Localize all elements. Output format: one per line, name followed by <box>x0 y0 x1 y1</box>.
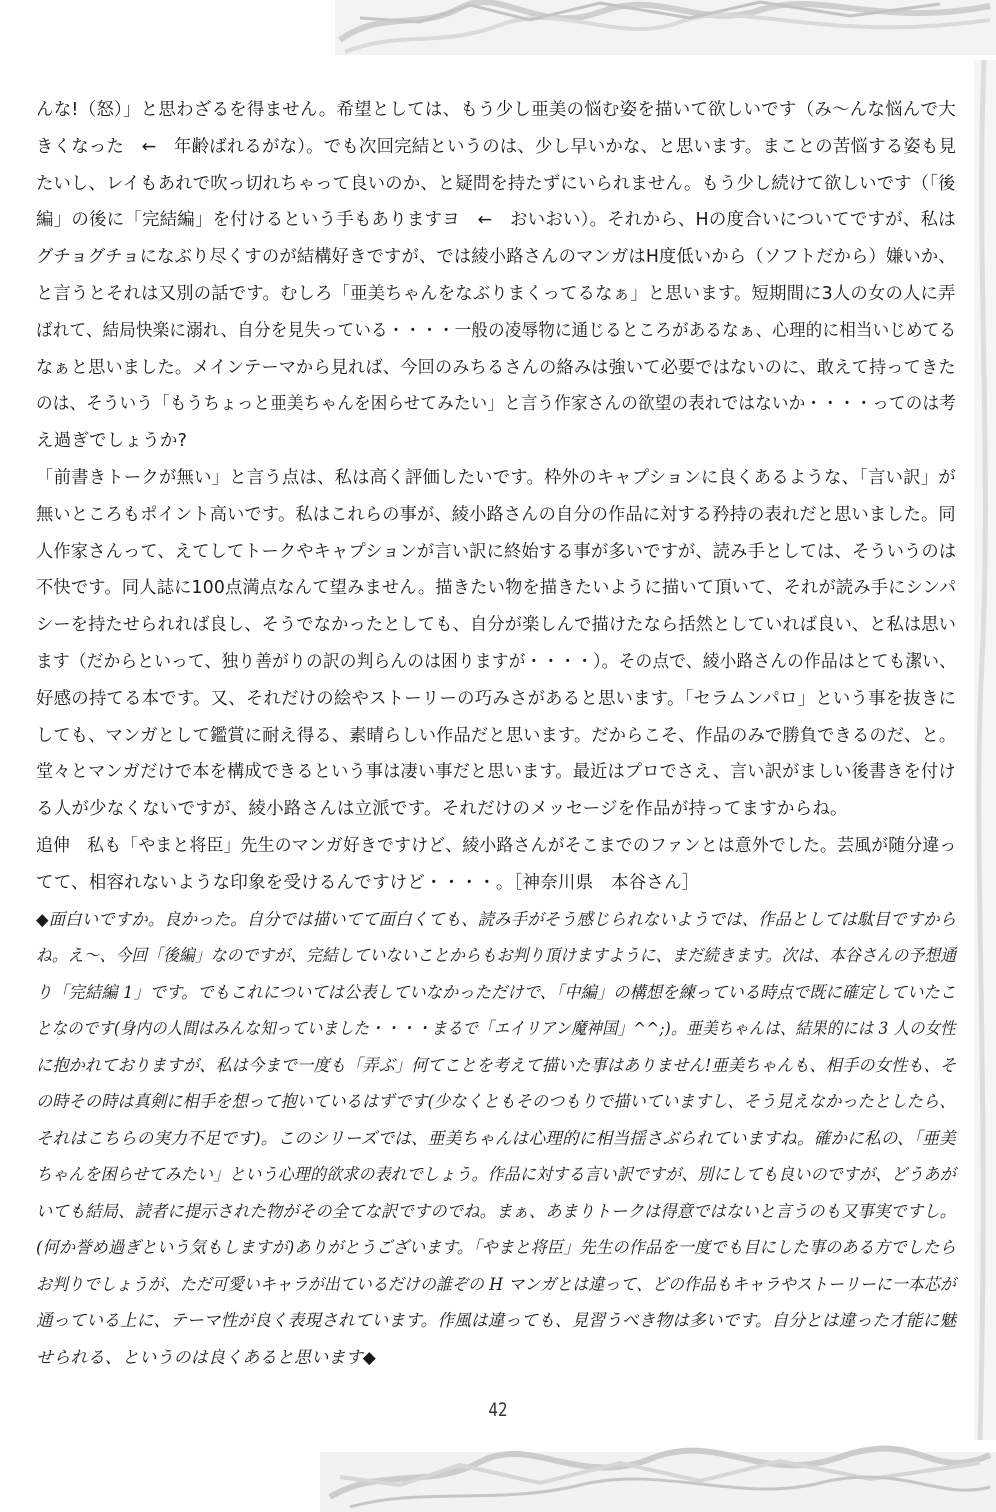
text-line: 好感の持てる本です。又、それだけの絵やストーリーの巧みさがあると思います。「セラムンパロ」という事を抜きに <box>36 688 957 709</box>
author-reply <box>36 902 956 1377</box>
text-line: しても、マンガとして鑑賞に耐え得る、素晴らしい作品だと思います。だからこそ、作品のみで勝負できるのだ、と。 <box>36 725 957 746</box>
scanned-border-bottom <box>0 1427 996 1512</box>
reply-line: ◆面白いですか。良かった。自分では描いてて面白くても、読み手がそう感じられないようでは、作品としては駄目ですから <box>36 909 957 930</box>
letter-paragraph-2 <box>36 460 956 828</box>
text-line: てて、相容れないような印象を受けるんですけど・・・・。［神奈川県 本谷さん］ <box>36 872 700 893</box>
reply-line: り「完結編 1」です。でもこれについては公表していなかっただけで、「中編」の構想を練っている時点で既に確定していたこ <box>36 982 957 1003</box>
reply-line: となのです(身内の人間はみんな知っていました・・・・まるで「エイリアン魔神国」^^;)。亜美ちゃんは、結果的には 3 人の女性 <box>36 1019 956 1040</box>
text-line: ばれて、結局快楽に溺れ、自分を見失っている・・・・一般の凌辱物に通じるところがあるなぁ、心理的に相当いじめてる <box>36 320 957 341</box>
reply-line: お判りでしょうが、ただ可愛いキャラが出ているだけの誰ぞの H マンガとは違って、どの作品もキャラやストーリーに一本芯が <box>36 1274 957 1295</box>
text-line: ます（だからといって、独り善がりの訳の判らんのは困りますが・・・・）。その点で、綾小路さんの作品はとても潔い、 <box>36 651 957 672</box>
text-line: 人作家さんって、えてしてトークやキャプションが言い訳に終始する事が多いですが、読み手としては、そういうのは <box>36 541 957 562</box>
text-line: なぁと思いました。メインテーマから見れば、今回のみちるさんの絡みは強いて必要ではないのに、敢えて持ってきた <box>36 357 956 378</box>
text-line: る人が少なくないですが、綾小路さんは立派です。それだけのメッセージを作品が持ってますからね。 <box>36 799 848 820</box>
text-line: グチョグチョになぶり尽くすのが結構好きですが、では綾小路さんのマンガはH度低いから（ソフトだから）嫌いか、 <box>36 247 956 268</box>
text-line: と言うとそれは又別の話です。むしろ「亜美ちゃんをなぶりまくってるなぁ」と思います。短期間に3人の女の人に弄 <box>36 283 956 304</box>
text-line: 不快です。同人誌に100点満点なんて望みません。描きたい物を描きたいように描いて頂いて、それが読み手にシンパ <box>36 578 957 599</box>
reply-line: に抱かれておりますが、私は今まで一度も「弄ぶ」何てことを考えて描いた事はありません!亜美ちゃんも、相手の女性も、そ <box>36 1055 957 1076</box>
text-line: のは、そういう「もうちょっと亜美ちゃんを困らせてみたい」と言う作家さんの欲望の表れではないか・・・・ってのは考 <box>36 394 956 415</box>
text-line: きくなった ← 年齢ばれるがな）。でも次回完結というのは、少し早いかな、と思います。まことの苦悩する姿も見 <box>36 136 957 157</box>
text-line: 編」の後に「完結編」を付けるという手もありますヨ ← おいおい）。それから、Hの度合いについてですが、私は <box>36 210 956 231</box>
text-line: んな!（怒）」と思わざるを得ません。希望としては、もう少し亜美の悩む姿を描いて欲しいです（み～んな悩んで大 <box>36 100 956 120</box>
text-line: シーを持たせられれば良し、そうでなかったとしても、自分が楽しんで描けたなら括然としていれば良い、と私は思い <box>36 615 957 636</box>
page-number: 42 <box>488 1399 508 1421</box>
text-line: え過ぎでしょうか? <box>36 431 188 452</box>
text-line: 堂々とマンガだけで本を構成できるという事は凄い事だと思います。最近はプロでさえ、言い訳がましい後書きを付け <box>36 762 956 783</box>
reply-line: それはこちらの実力不足です)。このシリーズでは、亜美ちゃんは心理的に相当揺さぶられていますね。確かに私の、「亜美 <box>36 1128 956 1149</box>
reply-line: (何か誉め過ぎという気もしますが)ありがとうございます。「やまと将臣」先生の作品を一度でも目にした事のある方でしたら <box>36 1238 957 1259</box>
reply-line: 通っている上に、テーマ性が良く表現されています。作風は違っても、見習うべき物は多いです。自分とは違った才能に魅 <box>36 1311 957 1332</box>
text-line: たいし、レイもあれで吹っ切れちゃって良いのか、と疑問を持たずにいられません。もう少し続けて欲しいです（「後 <box>36 173 956 194</box>
reply-line: せられる、というのは良くあると思います◆ <box>36 1347 377 1368</box>
scan-noise-top-graphic <box>0 0 996 80</box>
scan-noise-right-graphic <box>956 60 996 1440</box>
scanned-border-top <box>0 0 996 80</box>
reply-line: ね。え～、今回「後編」なのですが、完結していないことからもお判り頂けますように、まだ続きます。次は、本谷さんの予想通 <box>36 946 957 967</box>
reply-line: いても結局、読者に提示された物がその全てな訳ですのでね。まぁ、あまりトークは得意ではないと言うのも又事実ですし。 <box>36 1201 957 1222</box>
text-line: 「前書きトークが無い」と言う点は、私は高く評価したいです。枠外のキャプションに良くあるような、「言い訳」が <box>36 467 956 488</box>
letter-postscript <box>36 828 956 902</box>
letter-paragraph-1 <box>36 92 956 460</box>
scanned-border-right <box>956 60 996 1440</box>
text-line: 追伸 私も「やまと将臣」先生のマンガ好きですけど、綾小路さんがそこまでのファンとは意外でした。芸風が随分違っ <box>36 835 957 856</box>
reply-line: の時その時は真剣に相手を想って抱いているはずです(少なくともそのつもりで描いていますし、そう見えなかったとしたら、 <box>36 1092 956 1113</box>
reply-line: ちゃんを困らせてみたい」という心理的欲求の表れでしょう。作品に対する言い訳ですが、別にしても良いのですが、どうあが <box>36 1165 956 1186</box>
letter-page <box>36 92 956 1376</box>
text-line: 無いところもポイント高いです。私はこれらの事が、綾小路さんの自分の作品に対する矜持の表れだと思いました。同 <box>36 504 956 525</box>
scan-noise-bottom-graphic <box>0 1427 996 1512</box>
